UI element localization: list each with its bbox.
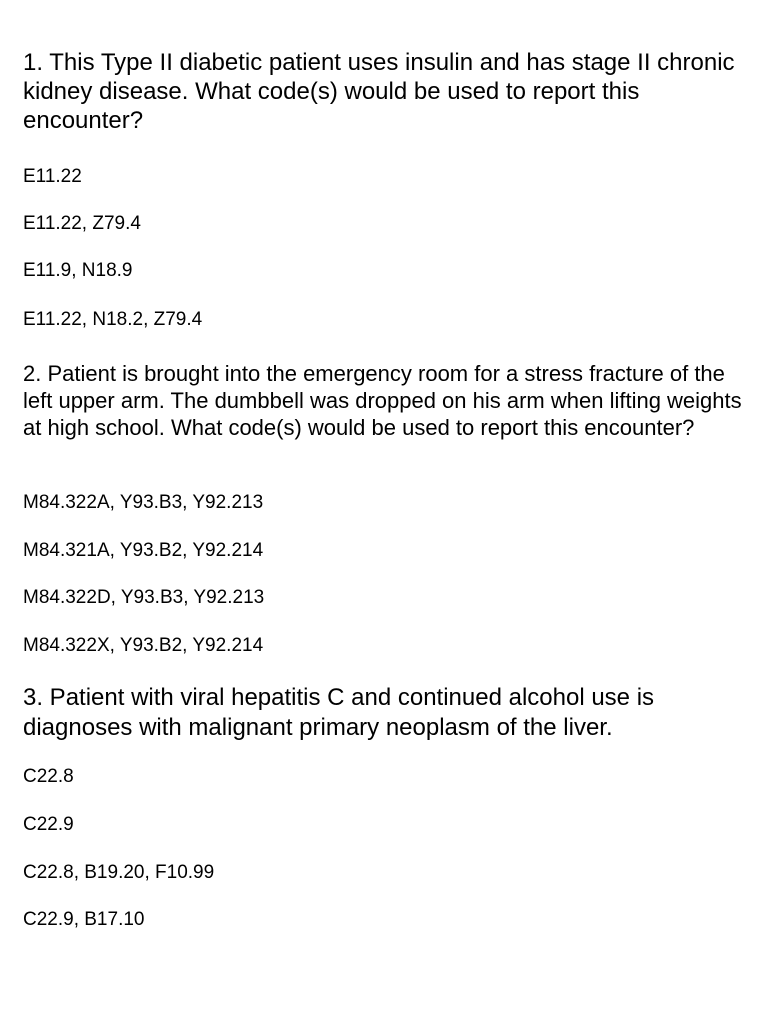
question-1-option-d: E11.22, N18.2, Z79.4 bbox=[23, 309, 203, 330]
question-2-option-c: M84.322D, Y93.B3, Y92.213 bbox=[23, 587, 265, 608]
question-3-option-a: C22.8 bbox=[23, 766, 74, 787]
question-3-option-d: C22.9, B17.10 bbox=[23, 909, 145, 930]
question-2-option-a: M84.322A, Y93.B3, Y92.213 bbox=[23, 492, 264, 513]
question-2: 2. Patient is brought into the emergency room for a stress fracture of the left upper arm. The dumbbell was dropped on his arm when lifting weights at high school. What code(s) would be used to report this encounter? bbox=[23, 361, 742, 440]
question-1: 1. This Type II diabetic patient uses insulin and has stage II chronic kidney disease. What code(s) would be used to report this encounter? bbox=[23, 49, 735, 134]
question-2-option-d: M84.322X, Y93.B2, Y92.214 bbox=[23, 635, 264, 656]
question-1-option-b: E11.22, Z79.4 bbox=[23, 213, 141, 234]
question-2-option-b: M84.321A, Y93.B2, Y92.214 bbox=[23, 540, 264, 561]
question-1-option-c: E11.9, N18.9 bbox=[23, 260, 133, 281]
question-3: 3. Patient with viral hepatitis C and continued alcohol use is diagnoses with malignant primary neoplasm of the liver. bbox=[23, 684, 655, 741]
question-1-option-a: E11.22 bbox=[23, 166, 82, 187]
question-3-option-b: C22.9 bbox=[23, 814, 74, 835]
question-3-option-c: C22.8, B19.20, F10.99 bbox=[23, 862, 215, 883]
